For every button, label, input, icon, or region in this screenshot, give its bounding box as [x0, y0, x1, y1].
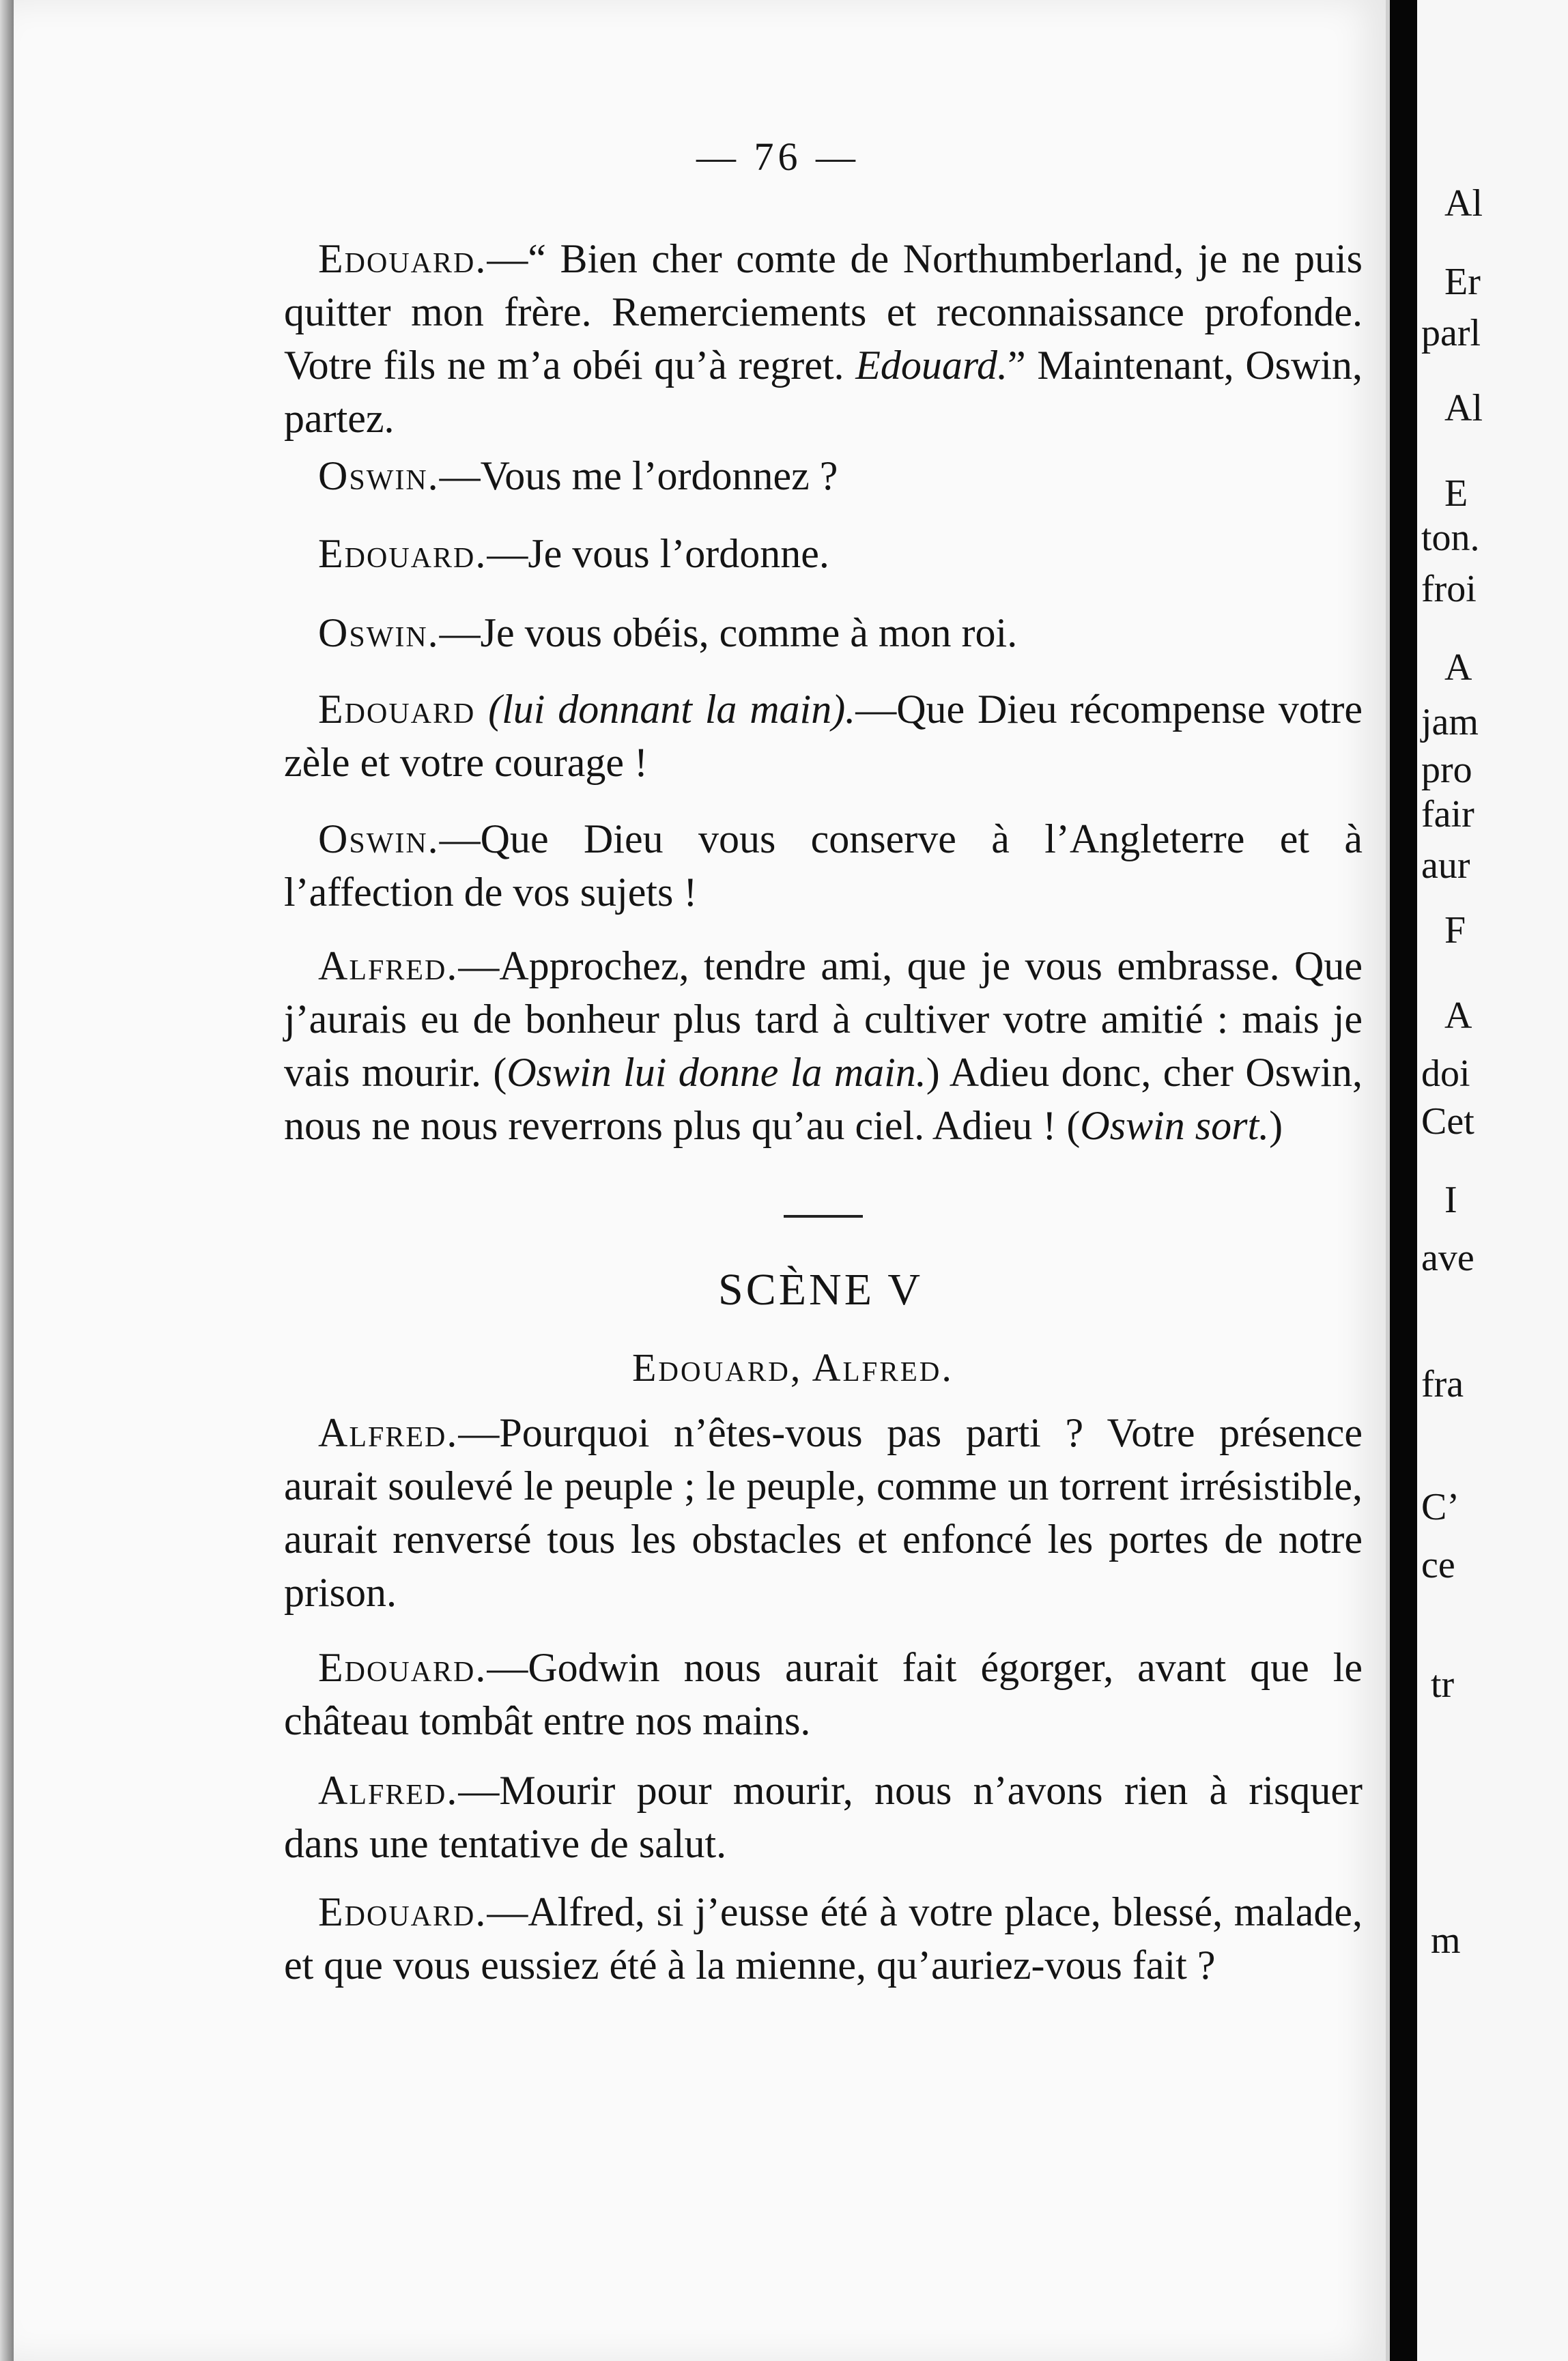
speaker-name: Alfred. [318, 1410, 459, 1455]
speaker-name: Edouard. [318, 236, 487, 281]
stage-direction: Oswin lui donne la main. [507, 1050, 926, 1095]
adjacent-page [1417, 0, 1568, 2361]
next-page-fragment: jam [1421, 701, 1479, 743]
next-page-fragment: Al [1444, 182, 1483, 225]
speaker-name: Alfred. [318, 943, 459, 988]
speaker-name: Edouard. [318, 1645, 487, 1690]
dialogue-paragraph: Edouard.—Je vous l’ordonne. [318, 531, 829, 576]
next-page-fragment: Al [1444, 387, 1483, 429]
next-page-fragment: parl [1421, 312, 1481, 354]
next-page-fragment: aur [1421, 844, 1470, 887]
next-page-fragment: ton. [1421, 517, 1480, 559]
dialogue-text: Approchez, tendre ami, que je vous embrasse. Que j’aurais eu de bonheur plus tard à cultiver votre amitié : mais je vais mourir. ( [284, 943, 1363, 1095]
dialogue-text: Alfred, si j’eusse été à votre place, blessé, malade, et que vous eussiez été à la mienne, qu’auriez-vous fait ? [284, 1889, 1363, 1988]
italic-signature: Edouard. [855, 343, 1008, 388]
next-page-fragment: tr [1431, 1663, 1455, 1706]
dialogue-paragraph: Oswin.—Que Dieu vous conserve à l’Angleterre et à l’affection de vos sujets ! [284, 816, 1363, 915]
dialogue-text: Que Dieu récompense votre zèle et votre courage ! [284, 687, 1363, 785]
dialogue-text: Que Dieu vous conserve à l’Angleterre et à l’affection de vos sujets ! [284, 816, 1363, 915]
dialogue-paragraph: Edouard (lui donnant la main).—Que Dieu récompense votre zèle et votre courage ! [284, 687, 1363, 785]
dialogue-text: Mourir pour mourir, nous n’avons rien à risquer dans une tentative de salut. [284, 1768, 1363, 1866]
next-page-fragment: fra [1421, 1363, 1464, 1405]
dialogue-paragraph: Oswin.—Vous me l’ordonnez ? [318, 453, 838, 498]
speaker-name: Alfred. [318, 1768, 459, 1813]
binding-edge [0, 0, 15, 2361]
scene-title: SCÈNE V [718, 1265, 923, 1315]
dialogue-paragraph: Edouard.—Godwin nous aurait fait égorger, avant que le château tombât entre nos mains. [284, 1645, 1363, 1743]
next-page-fragment: pro [1421, 749, 1472, 791]
stage-direction: (lui donnant la main). [475, 687, 856, 732]
speaker-name: Edouard. [318, 531, 487, 576]
next-page-fragment: fair [1421, 793, 1474, 835]
next-page-fragment: doi [1421, 1053, 1470, 1095]
scene-characters: Edouard, Alfred. [632, 1345, 954, 1390]
dialogue-paragraph: Edouard.—“ Bien cher comte de Northumberland, je ne puis quitter mon frère. Remerciements et reconnaissance profonde. Votre fils ne m’a obéi qu’à regret. Edouard.” Maintenant, Oswin, partez. [284, 236, 1363, 441]
dialogue-text: Godwin nous aurait fait égorger, avant que le château tombât entre nos mains. [284, 1645, 1363, 1743]
dialogue-paragraph: Alfred.—Approchez, tendre ami, que je vous embrasse. Que j’aurais eu de bonheur plus tard à cultiver votre amitié : mais je vais mourir. (Oswin lui donne la main.) Adieu donc, cher Oswin, nous ne nous reverrons plus qu’au ciel. Adieu ! (Oswin sort.) [284, 943, 1363, 1148]
dialogue-paragraph: Oswin.—Je vous obéis, comme à mon roi. [318, 610, 1018, 655]
book-page [14, 0, 1390, 2361]
dialogue-paragraph: Edouard.—Alfred, si j’eusse été à votre place, blessé, malade, et que vous eussiez été à la mienne, qu’auriez-vous fait ? [284, 1889, 1363, 1988]
speaker-name: Oswin. [318, 610, 440, 655]
dialogue-text: Vous me l’ordonnez ? [480, 453, 838, 498]
dialogue-paragraph: Alfred.—Pourquoi n’êtes-vous pas parti ? Votre présence aurait soulevé le peuple ; le peuple, comme un torrent irrésistible, aurait renversé tous les obstacles et enfoncé les portes de notre prison. [284, 1410, 1363, 1615]
next-page-fragment: A [1444, 995, 1472, 1037]
next-page-fragment: ave [1421, 1237, 1474, 1279]
dialogue-text: ) Adieu donc, cher Oswin, nous ne nous reverrons plus qu’au ciel. Adieu ! ( [284, 1050, 1363, 1148]
page-gutter [1390, 0, 1417, 2361]
next-page-fragment: F [1444, 909, 1466, 951]
speaker-name: Oswin. [318, 453, 440, 498]
next-page-fragment: E [1444, 472, 1468, 515]
next-page-fragment: Er [1444, 261, 1481, 303]
dialogue-text: Je vous obéis, comme à mon roi. [480, 610, 1018, 655]
dialogue-text: ” Maintenant, Oswin, partez. [284, 343, 1363, 441]
stage-direction: Oswin sort. [1080, 1103, 1270, 1148]
next-page-fragment: Cet [1421, 1100, 1474, 1143]
dialogue-paragraph: Alfred.—Mourir pour mourir, nous n’avons rien à risquer dans une tentative de salut. [284, 1768, 1363, 1866]
next-page-fragment: m [1431, 1919, 1461, 1962]
next-page-fragment: A [1444, 646, 1472, 689]
speaker-name: Edouard [318, 687, 476, 732]
next-page-fragment: froi [1421, 568, 1477, 610]
next-page-fragment: ce [1421, 1544, 1455, 1586]
speaker-name: Oswin. [318, 816, 440, 861]
dialogue-text: Je vous l’ordonne. [528, 531, 829, 576]
next-page-fragment: C’ [1421, 1486, 1459, 1528]
dialogue-text: Pourquoi n’êtes-vous pas parti ? Votre présence aurait soulevé le peuple ; le peuple, comme un torrent irrésistible, aurait renversé tous les obstacles et enfoncé les portes de notre prison. [284, 1410, 1363, 1615]
dialogue-text: “ Bien cher comte de Northumberland, je ne puis quitter mon frère. Remerciements et reconnaissance profonde. Votre fils ne m’a obéi qu’à regret. [284, 236, 1363, 388]
next-page-fragment: I [1444, 1179, 1457, 1221]
speaker-name: Edouard. [318, 1889, 487, 1934]
page-number: — 76 — [696, 134, 859, 179]
scene-divider [784, 1215, 863, 1218]
